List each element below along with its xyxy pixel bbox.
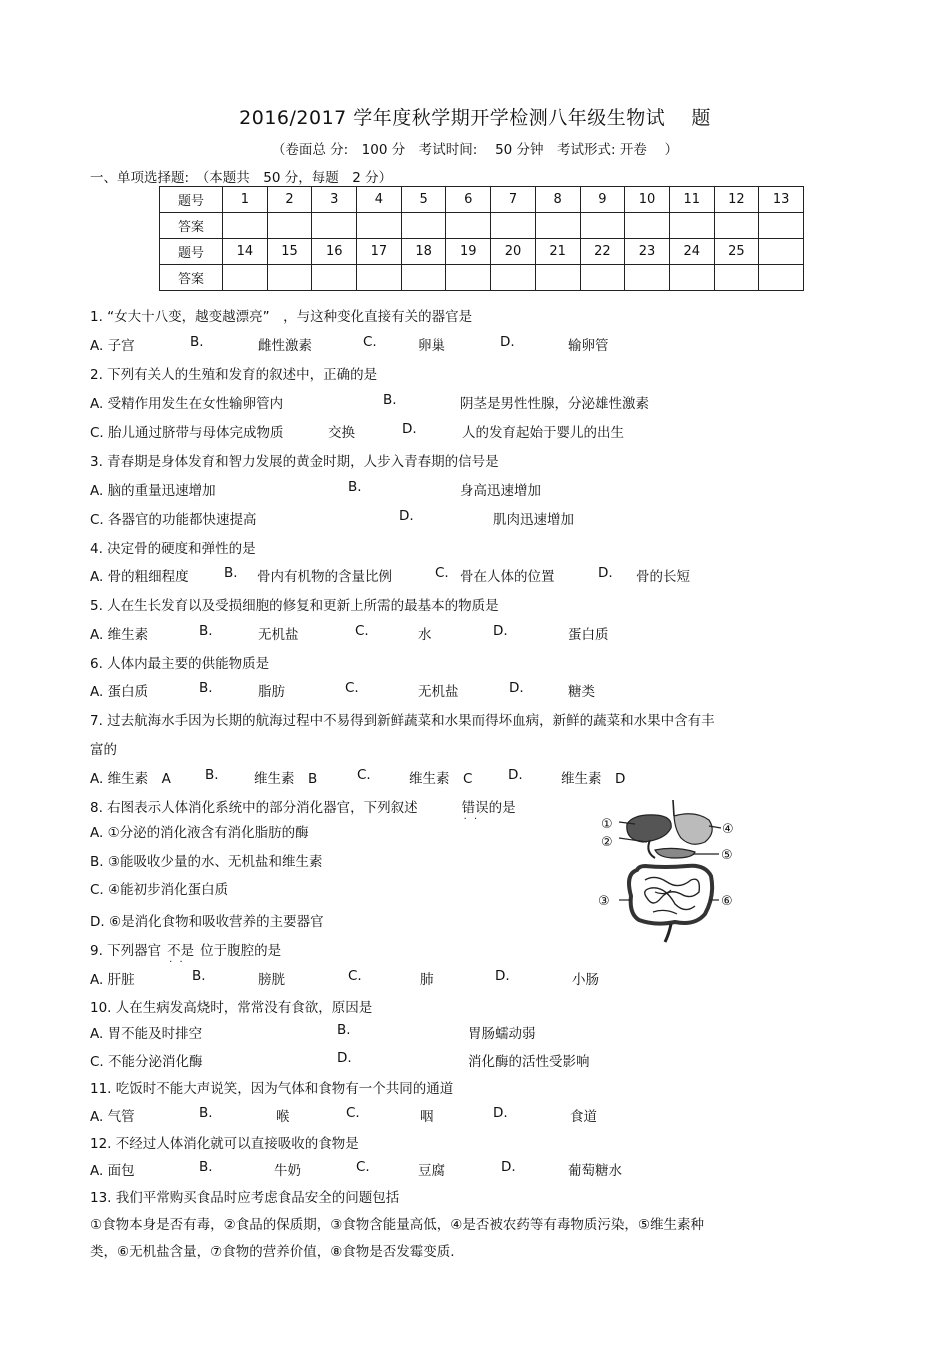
question-number: 3 [312, 187, 357, 213]
question-number: 11 [669, 187, 714, 213]
question-8-text: 8. 右图表示人体消化系统中的部分消化器官，下列叙述 [90, 800, 418, 816]
table-row [160, 265, 804, 291]
question-11: 11. 吃饭时不能大声说笑，因为气体和食物有一个共同的通道 [90, 1081, 454, 1097]
answer-cell[interactable] [491, 265, 536, 291]
option-c: C. [356, 1159, 370, 1175]
row-label: 答案 [160, 213, 223, 239]
question-number: 5 [401, 187, 446, 213]
question-13-list: ①食物本身是否有毒，②食品的保质期，③食物含能量高低，④是否被农药等有毒物质污染，⑤维生素种 [90, 1217, 705, 1233]
option-b-text: 雌性激素 [258, 338, 312, 354]
option-c-text: 水 [418, 627, 432, 643]
option-a: A. 骨的粗细程度 [90, 569, 189, 585]
question-number: 9 [580, 187, 625, 213]
answer-cell[interactable] [223, 213, 268, 239]
option-b-text: 无机盐 [258, 627, 299, 643]
question-number [759, 239, 804, 265]
question-number: 2 [267, 187, 312, 213]
option-d-text: 小肠 [572, 972, 599, 988]
question-number: 6 [446, 187, 491, 213]
table-row [160, 239, 804, 265]
answer-cell[interactable] [580, 265, 625, 291]
option-d: D. [501, 1159, 516, 1175]
row-label: 答案 [160, 265, 223, 291]
option-d-text: 消化酶的活性受影响 [468, 1054, 590, 1070]
option-d-text: 骨的长短 [636, 569, 690, 585]
table-row [160, 213, 804, 239]
option-b: B. [348, 479, 362, 495]
option-d-text: 葡萄糖水 [568, 1163, 622, 1179]
option-c: C. [357, 767, 371, 783]
question-number: 4 [357, 187, 402, 213]
question-9 [90, 939, 281, 959]
option-c-text: 肺 [420, 972, 434, 988]
option-c-text: 咽 [420, 1109, 434, 1125]
answer-cell[interactable] [312, 213, 357, 239]
answer-cell[interactable] [267, 213, 312, 239]
option-d-text: 糖类 [568, 684, 595, 700]
question-number: 7 [491, 187, 536, 213]
question-number: 18 [401, 239, 446, 265]
question-1: 1. “女大十八变，越变越漂亮” ，与这种变化直接有关的器官是 [90, 309, 473, 325]
option-c: C. [435, 565, 449, 581]
emphasis-text: 不是 · · [167, 943, 194, 959]
option-a: A. 蛋白质 [90, 684, 149, 700]
figure-label: ④ [722, 822, 734, 837]
question-number: 17 [357, 239, 402, 265]
option-a: A. 维生素 A [90, 771, 171, 787]
option-d: D. [402, 421, 417, 437]
question-3: 3. 青春期是身体发育和智力发展的黄金时期，人步入青春期的信号是 [90, 454, 499, 470]
question-10: 10. 人在生病发高烧时，常常没有食欲，原因是 [90, 1000, 373, 1016]
answer-cell[interactable] [446, 265, 491, 291]
question-number: 14 [223, 239, 268, 265]
option-a: A. 受精作用发生在女性输卵管内 [90, 396, 284, 412]
option-d: D. [337, 1050, 352, 1066]
question-number: 19 [446, 239, 491, 265]
figure-label: ⑥ [721, 894, 733, 909]
answer-cell[interactable] [625, 265, 670, 291]
question-number: 1 [223, 187, 268, 213]
question-2: 2. 下列有关人的生殖和发育的叙述中，正确的是 [90, 367, 378, 383]
figure-label: ② [601, 835, 613, 850]
figure-label: ① [601, 817, 613, 832]
question-6: 6. 人体内最主要的供能物质是 [90, 656, 270, 672]
option-a: A. 肝脏 [90, 972, 135, 988]
option-b: B. [199, 1105, 213, 1121]
option-d: D. [495, 968, 510, 984]
question-8 [90, 796, 516, 816]
option-c: C. 胎儿通过脐带与母体完成物质 [90, 425, 284, 441]
option-b-text: 阴茎是男性性腺，分泌雄性激素 [460, 396, 649, 412]
answer-cell[interactable] [535, 213, 580, 239]
option-c: C. [348, 968, 362, 984]
option-c-text: 卵巢 [418, 338, 445, 354]
question-number: 20 [491, 239, 536, 265]
option-c: C. [363, 334, 377, 350]
emphasis-text: 错误 · · [462, 800, 489, 816]
option-b-text: 胃肠蠕动弱 [468, 1026, 536, 1042]
option-a: A. 脑的重量迅速增加 [90, 483, 216, 499]
option-a: A. ①分泌的消化液含有消化脂肪的酶 [90, 825, 309, 841]
question-8-text-end: 的是 [488, 800, 516, 816]
question-5: 5. 人在生长发育以及受损细胞的修复和更新上所需的最基本的物质是 [90, 598, 499, 614]
answer-cell[interactable] [357, 213, 402, 239]
question-7: 7. 过去航海水手因为长期的航海过程中不易得到新鲜蔬菜和水果而得坏血病，新鲜的蔬菜和水果中含有丰 [90, 713, 715, 729]
question-13-list-cont: 类，⑥无机盐含量，⑦食物的营养价值，⑧食物是否发霉变质. [90, 1244, 455, 1260]
answer-cell[interactable] [446, 213, 491, 239]
option-c-text: 无机盐 [418, 684, 459, 700]
question-9-text: 9. 下列器官 [90, 943, 162, 959]
answer-cell[interactable] [535, 265, 580, 291]
answer-cell[interactable] [267, 265, 312, 291]
question-number: 10 [625, 187, 670, 213]
answer-cell[interactable] [401, 265, 446, 291]
option-b: B. [199, 623, 213, 639]
option-b: B. [199, 680, 213, 696]
option-b: B. [224, 565, 238, 581]
answer-cell[interactable] [625, 213, 670, 239]
option-d: D. [500, 334, 515, 350]
option-b: B. [192, 968, 206, 984]
option-d-text: 维生素 D [561, 771, 626, 787]
option-c: C. [346, 1105, 360, 1121]
answer-table [159, 186, 804, 291]
question-number: 16 [312, 239, 357, 265]
answer-cell[interactable] [714, 265, 759, 291]
option-c-text: 豆腐 [418, 1163, 445, 1179]
option-d: D. [509, 680, 524, 696]
question-7-cont: 富的 [90, 742, 117, 758]
question-4: 4. 决定骨的硬度和弹性的是 [90, 541, 256, 557]
option-d-text: 输卵管 [568, 338, 609, 354]
option-b: B. [205, 767, 219, 783]
option-d-text: 人的发育起始于婴儿的出生 [462, 425, 624, 441]
question-9-text-end: 位于腹腔的是 [200, 943, 282, 959]
option-b-text: 维生素 B [254, 771, 318, 787]
option-a: A. 胃不能及时排空 [90, 1026, 203, 1042]
question-12: 12. 不经过人体消化就可以直接吸收的食物是 [90, 1136, 359, 1152]
question-number: 21 [535, 239, 580, 265]
page-title: 2016/2017 学年度秋学期开学检测八年级生物试 题 [239, 107, 711, 129]
question-number: 23 [625, 239, 670, 265]
option-b-text: 骨内有机物的含量比例 [257, 569, 392, 585]
option-c: C. [345, 680, 359, 696]
question-number: 13 [759, 187, 804, 213]
answer-cell[interactable] [401, 213, 446, 239]
row-label: 题号 [160, 239, 223, 265]
option-b: B. ③能吸收少量的水、无机盐和维生素 [90, 854, 323, 870]
section-heading: 一、单项选择题: （本题共 50 分，每题 2 分） [90, 170, 393, 186]
option-d: D. ⑥是消化食物和吸收营养的主要器官 [90, 914, 324, 930]
table-row [160, 187, 804, 213]
option-a: A. 面包 [90, 1163, 135, 1179]
option-b-text: 牛奶 [274, 1163, 301, 1179]
answer-cell[interactable] [491, 213, 536, 239]
option-d: D. [508, 767, 523, 783]
question-13: 13. 我们平常购买食品时应考虑食品安全的问题包括 [90, 1190, 400, 1206]
option-d: D. [493, 1105, 508, 1121]
question-number: 8 [535, 187, 580, 213]
option-b-text: 脂肪 [258, 684, 285, 700]
option-b-text: 膀胱 [258, 972, 285, 988]
answer-cell[interactable] [357, 265, 402, 291]
answer-cell[interactable] [714, 213, 759, 239]
option-d: D. [493, 623, 508, 639]
option-d: D. [399, 508, 414, 524]
answer-cell[interactable] [759, 213, 804, 239]
answer-cell[interactable] [580, 213, 625, 239]
option-d-text: 蛋白质 [568, 627, 609, 643]
option-b-text: 喉 [276, 1109, 290, 1125]
answer-cell[interactable] [669, 213, 714, 239]
option-c: C. 各器官的功能都快速提高 [90, 512, 257, 528]
figure-label: ③ [598, 894, 610, 909]
answer-cell[interactable] [223, 265, 268, 291]
answer-cell[interactable] [312, 265, 357, 291]
question-number: 15 [267, 239, 312, 265]
option-b: B. [199, 1159, 213, 1175]
option-c-text: 骨在人体的位置 [460, 569, 555, 585]
option-b-text: 身高迅速增加 [460, 483, 541, 499]
option-c-text: 维生素 C [409, 771, 473, 787]
option-c: C. [355, 623, 369, 639]
option-a: A. 子宫 [90, 338, 135, 354]
option-c: C. ④能初步消化蛋白质 [90, 882, 229, 898]
option-c-text: 交换 [328, 425, 355, 441]
option-d: D. [598, 565, 613, 581]
option-b: B. [337, 1022, 351, 1038]
option-b: B. [383, 392, 397, 408]
row-label: 题号 [160, 187, 223, 213]
option-a: A. 气管 [90, 1109, 135, 1125]
figure-label: ⑤ [721, 848, 733, 863]
option-d-text: 食道 [570, 1109, 597, 1125]
option-b: B. [190, 334, 204, 350]
digestive-system-figure [595, 796, 745, 946]
option-c: C. 不能分泌消化酶 [90, 1054, 203, 1070]
option-a: A. 维生素 [90, 627, 149, 643]
answer-cell[interactable] [669, 265, 714, 291]
question-number: 24 [669, 239, 714, 265]
answer-cell[interactable] [759, 265, 804, 291]
option-d-text: 肌肉迅速增加 [493, 512, 574, 528]
question-number: 12 [714, 187, 759, 213]
question-number: 22 [580, 239, 625, 265]
exam-info: （卷面总 分: 100 分 考试时间: 50 分钟 考试形式: 开卷 ） [271, 142, 679, 158]
question-number: 25 [714, 239, 759, 265]
